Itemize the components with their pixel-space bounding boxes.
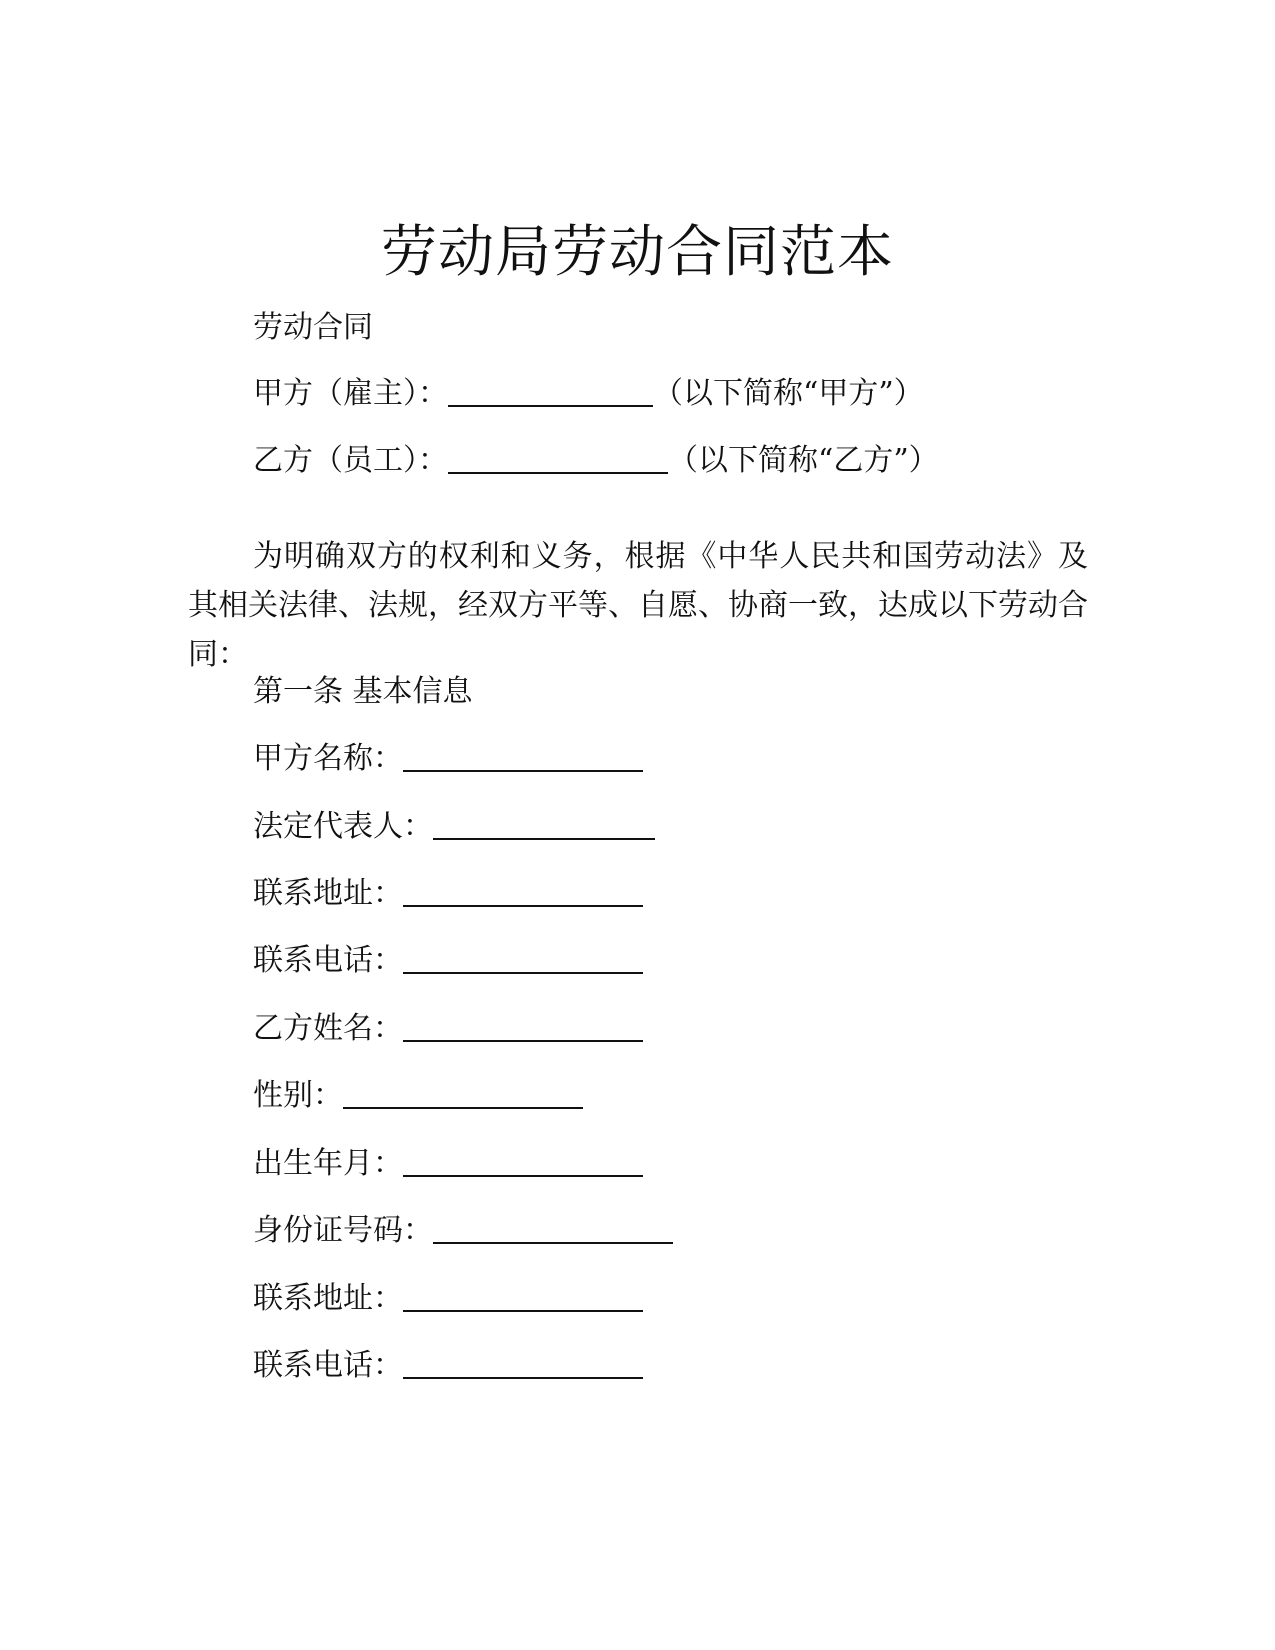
party-a-blank — [448, 375, 653, 407]
contract-subtitle: 劳动合同 — [253, 310, 373, 345]
field-row — [253, 941, 643, 981]
field-row — [253, 874, 643, 914]
party-a-label: 甲方（雇主）： — [253, 376, 448, 411]
field-blank — [403, 1280, 643, 1312]
field-blank — [403, 1145, 643, 1177]
field-label: 性别： — [253, 1078, 343, 1113]
party-a-line — [253, 374, 924, 414]
party-b-line — [253, 441, 939, 481]
field-label: 联系地址： — [253, 1281, 403, 1316]
field-row — [253, 1346, 643, 1386]
field-blank — [403, 1010, 643, 1042]
party-b-label: 乙方（员工）： — [253, 443, 448, 478]
field-row — [253, 807, 655, 847]
field-label: 乙方姓名： — [253, 1011, 403, 1046]
field-row — [253, 1009, 643, 1049]
field-blank — [343, 1077, 583, 1109]
field-blank — [433, 808, 655, 840]
field-row — [253, 1076, 583, 1116]
field-label: 法定代表人： — [253, 809, 433, 844]
document-title: 劳动局劳动合同范本 — [381, 220, 894, 285]
field-label: 出生年月： — [253, 1146, 403, 1181]
preamble-paragraph: 为明确双方的权利和义务，根据《中华人民共和国劳动法》及其相关法律、法规，经双方平等、自愿、协商一致，达成以下劳动合同： — [188, 539, 1088, 672]
party-b-suffix: （以下简称“乙方”） — [668, 443, 939, 478]
field-row — [253, 739, 643, 779]
field-label: 联系地址： — [253, 876, 403, 911]
field-blank — [403, 942, 643, 974]
field-label: 甲方名称： — [253, 741, 403, 776]
field-row — [253, 1279, 643, 1319]
field-blank — [433, 1212, 673, 1244]
field-label: 身份证号码： — [253, 1213, 433, 1248]
field-blank — [403, 740, 643, 772]
party-b-blank — [448, 442, 668, 474]
field-blank — [403, 875, 643, 907]
field-row — [253, 1211, 673, 1251]
field-blank — [403, 1347, 643, 1379]
party-a-suffix: （以下简称“甲方”） — [653, 376, 924, 411]
article-1-heading: 第一条 基本信息 — [253, 674, 473, 709]
field-row — [253, 1144, 643, 1184]
field-label: 联系电话： — [253, 943, 403, 978]
field-label: 联系电话： — [253, 1348, 403, 1383]
